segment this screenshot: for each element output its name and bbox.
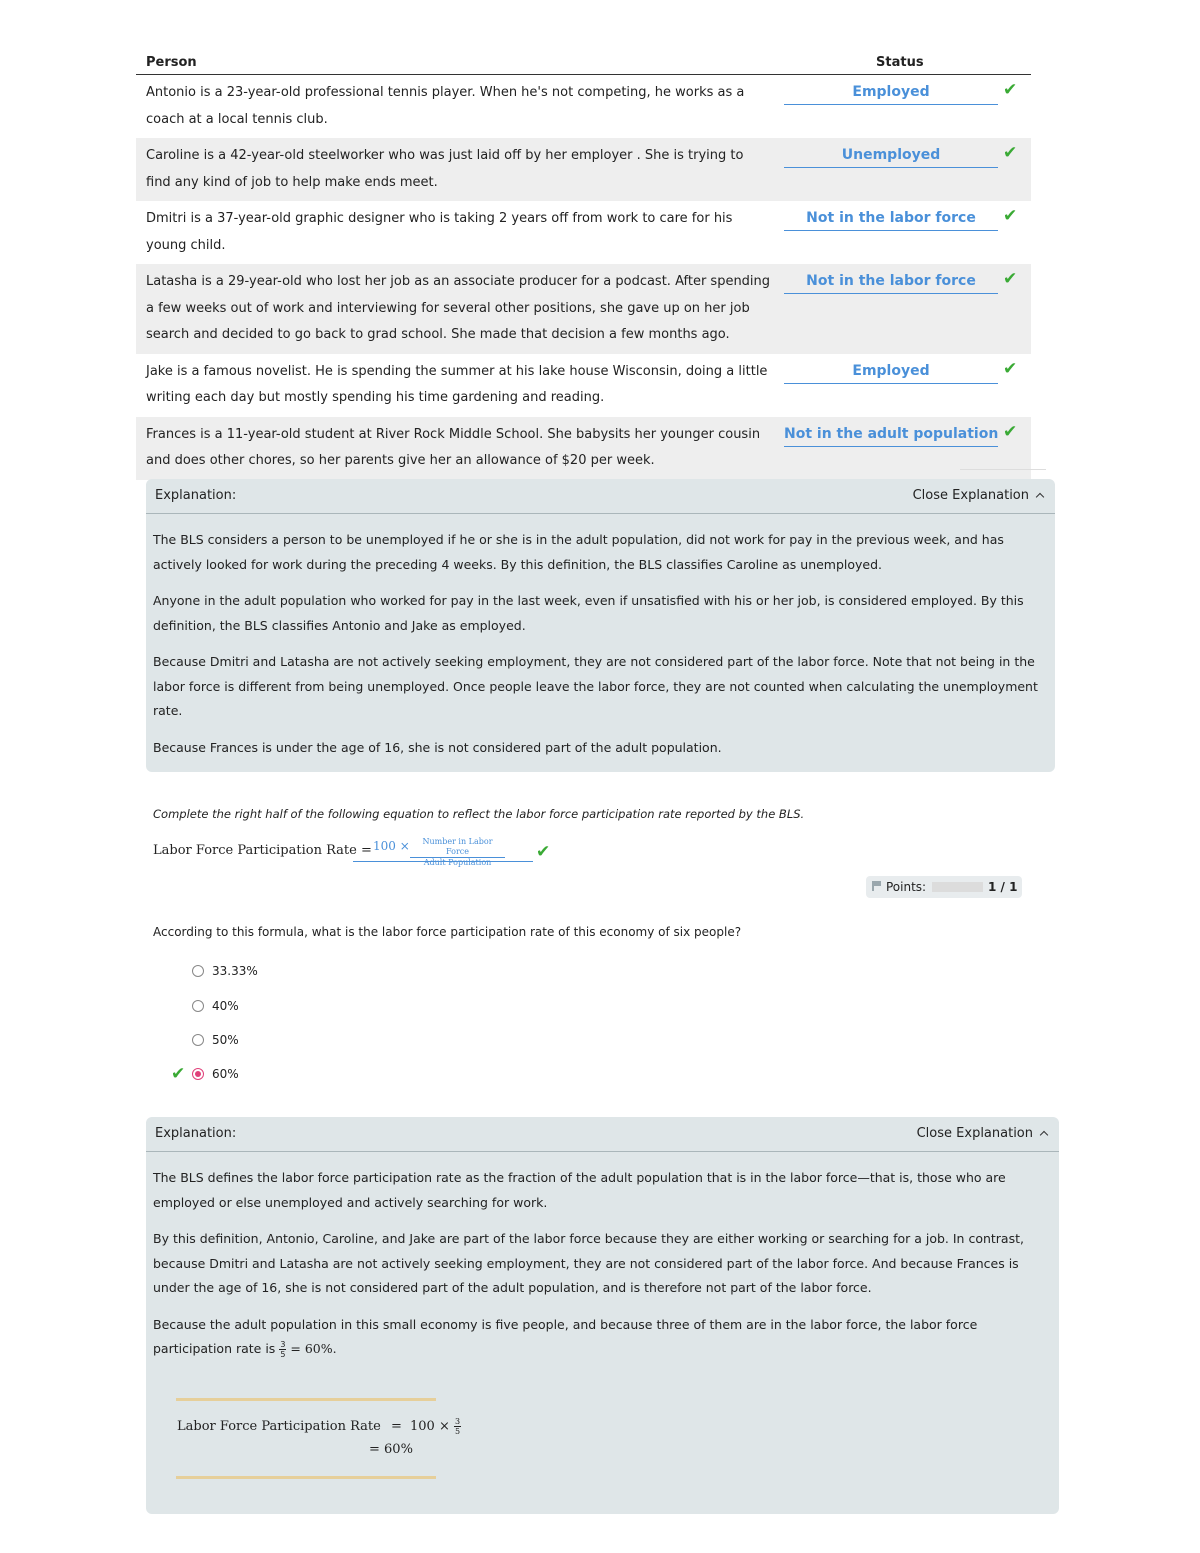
equation-label: Labor Force Participation Rate = — [153, 843, 372, 858]
explanation-header — [146, 479, 1055, 514]
fraction-numerator: 3 — [280, 1340, 286, 1349]
explanation-paragraph: The BLS defines the labor force participation rate as the fraction of the adult population that is in the labor force—that is, those who are employed or else unemployed and actively searching for work. — [153, 1170, 1006, 1210]
correct-check-icon: ✔ — [1003, 421, 1018, 442]
fraction-numerator: 3 — [455, 1417, 461, 1426]
equation-answer-select[interactable] — [353, 836, 533, 867]
explanation-panel-2 — [146, 1117, 1059, 1514]
formula-rule-top — [176, 1398, 436, 1401]
equation-instruction: Complete the right half of the following equation to reflect the labor force participation rate reported by the BLS. — [153, 807, 805, 821]
explanation-title: Explanation: — [155, 1126, 237, 1141]
explanation-paragraph: By this definition, Antonio, Caroline, and Jake are part of the labor force because they are either working or searching for a job. In contrast, because Dmitri and Latasha are not actively seeking employment, they are not considered part of the labor force. And because Frances is under the age of 16, she is not considered part of the adult population, and is therefore not part of the labor force. — [153, 1231, 1024, 1295]
chevron-up-icon — [1040, 1131, 1048, 1139]
option-60[interactable] — [192, 1067, 239, 1081]
answer-denominator: Adult Population — [423, 858, 492, 867]
answer-numerator: Number in Labor Force — [410, 837, 505, 858]
explanation-panel-1 — [146, 479, 1055, 772]
status-select[interactable]: Employed — [784, 361, 998, 384]
option-label: 60% — [212, 1067, 239, 1081]
status-select[interactable]: Not in the labor force — [784, 271, 998, 294]
person-description: Latasha is a 29-year-old who lost her job as an associate producer for a podcast. After spending a few weeks out of work and interviewing for several other positions, she gave up on her job search and decided to go back to grad school. She made that decision a few months ago. — [146, 274, 771, 342]
points-value: 1 / 1 — [988, 880, 1018, 894]
person-description: Antonio is a 23-year-old professional tennis player. When he's not competing, he works as a coach at a local tennis club. — [146, 85, 745, 127]
explanation-paragraph: Because Dmitri and Latasha are not actively seeking employment, they are not considered part of the labor force. Note that not being in the labor force is different from being unemployed. Once people leave the labor force, they are not counted when calculating the unemployment rate. — [153, 654, 1038, 718]
option-label: 40% — [212, 999, 239, 1013]
correct-check-icon: ✔ — [1003, 269, 1018, 289]
header-person: Person — [146, 55, 197, 70]
option-50[interactable] — [192, 1033, 239, 1047]
formula-label: Labor Force Participation Rate — [177, 1419, 381, 1434]
close-explanation-button[interactable] — [913, 488, 1043, 503]
correct-check-icon: ✔ — [1003, 206, 1018, 226]
fraction-denominator: 5 — [280, 1350, 286, 1359]
explanation-text: Because the adult population in this small economy is five people, and because three of them are in the labor force, the labor force participation rate is — [153, 1316, 978, 1356]
fraction-denominator: 5 — [455, 1427, 461, 1436]
radio-button[interactable] — [192, 1034, 204, 1046]
answer-multiplier: 100 × — [373, 839, 410, 853]
table-row — [136, 264, 1031, 354]
person-description: Jake is a famous novelist. He is spending the summer at his lake house Wisconsin, doing a little writing each day but mostly spending his time gardening and reading. — [146, 363, 768, 405]
correct-check-icon: ✔ — [1003, 358, 1018, 379]
classification-table — [136, 50, 1031, 480]
table-row — [136, 201, 1031, 264]
person-description: Dmitri is a 37-year-old graphic designer who is taking 2 years off from work to care for his young child. — [146, 211, 733, 253]
formula-line-1 — [177, 1417, 461, 1436]
answer-fraction — [410, 837, 505, 868]
explanation-header — [146, 1117, 1059, 1152]
points-badge — [866, 876, 1022, 898]
fraction — [279, 1340, 286, 1359]
status-select[interactable]: Not in the labor force — [784, 208, 998, 231]
option-label: 33.33% — [212, 964, 258, 978]
person-description: Frances is a 11-year-old student at River Rock Middle School. She babysits her younger cousin and does other chores, so her parents give her an allowance of $20 per week. — [146, 426, 761, 468]
fraction-result: = 60%. — [290, 1341, 337, 1356]
formula-equals: = — [390, 1419, 402, 1434]
table-header — [136, 50, 1031, 75]
header-status: Status — [876, 55, 924, 70]
divider — [960, 469, 1046, 470]
close-explanation-button[interactable] — [917, 1126, 1047, 1141]
explanation-paragraph — [153, 1313, 1051, 1362]
option-40[interactable] — [192, 999, 239, 1013]
formula-rule-bottom — [176, 1476, 436, 1479]
option-33[interactable] — [192, 964, 258, 978]
points-progress-bar — [932, 882, 983, 892]
correct-check-icon: ✔ — [171, 1064, 186, 1084]
explanation-paragraph: Anyone in the adult population who worked for pay in the last week, even if unsatisfied with his or her job, is considered employed. By this definition, the BLS classifies Antonio and Jake as employed. — [153, 593, 1024, 633]
status-select[interactable]: Not in the adult population — [784, 424, 998, 447]
chevron-up-icon — [1036, 493, 1044, 501]
close-explanation-label: Close Explanation — [916, 1126, 1033, 1141]
radio-button[interactable] — [192, 965, 204, 977]
radio-button-selected[interactable] — [192, 1068, 204, 1080]
close-explanation-label: Close Explanation — [912, 488, 1029, 503]
table-row — [136, 75, 1031, 138]
explanation-paragraph: Because Frances is under the age of 16, she is not considered part of the adult population. — [153, 739, 722, 755]
status-select[interactable]: Unemployed — [784, 145, 998, 168]
flag-icon — [872, 881, 880, 891]
formula-multiplier: 100 × — [410, 1419, 450, 1434]
fraction — [454, 1417, 461, 1436]
table-row — [136, 417, 1031, 480]
formula-result: = 60% — [369, 1442, 413, 1457]
correct-check-icon: ✔ — [1003, 80, 1018, 100]
correct-check-icon: ✔ — [1003, 143, 1018, 163]
radio-button[interactable] — [192, 1000, 204, 1012]
question-text: According to this formula, what is the labor force participation rate of this economy of six people? — [153, 925, 742, 939]
explanation-title: Explanation: — [155, 488, 237, 503]
table-row — [136, 138, 1031, 201]
correct-check-icon: ✔ — [536, 842, 551, 862]
explanation-paragraph: The BLS considers a person to be unemployed if he or she is in the adult population, did not work for pay in the previous week, and has actively looked for work during the preceding 4 weeks. By this definition, the BLS classifies Caroline as unemployed. — [153, 532, 1004, 572]
table-row — [136, 354, 1031, 417]
option-label: 50% — [212, 1033, 239, 1047]
status-select[interactable]: Employed — [784, 82, 998, 105]
points-label: Points: — [886, 880, 927, 894]
person-description: Caroline is a 42-year-old steelworker who was just laid off by her employer . She is trying to find any kind of job to help make ends meet. — [146, 148, 744, 190]
